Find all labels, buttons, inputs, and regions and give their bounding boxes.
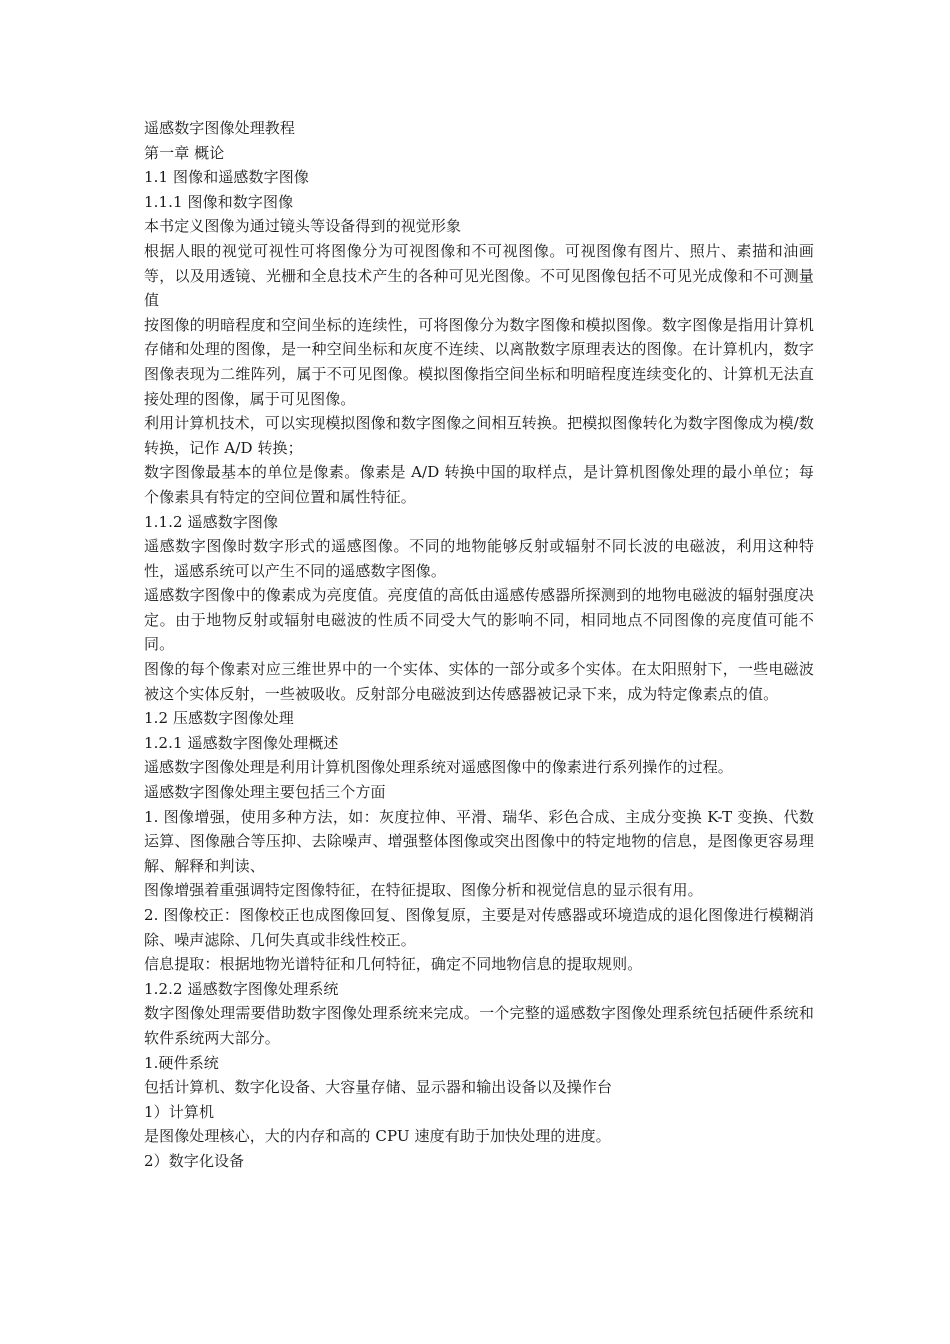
subheading-hardware: 1.硬件系统 <box>144 1053 219 1072</box>
paragraph: 2. 图像校正：图像校正也成图像回复、图像复原，主要是对传感器或环境造成的退化图像进行模糊消除、噪声滤除、几何失真或非线性校正。 <box>144 906 814 949</box>
section-heading-1-2-2: 1.2.2 遥感数字图像处理系统 <box>144 979 339 998</box>
paragraph: 1. 图像增强，使用多种方法，如：灰度拉伸、平滑、瑞华、彩色合成、主成分变换 K-T 变换、代数运算、图像融合等压抑、去除噪声、增强整体图像或突出图像中的特定地物的信息，是图像更容易理解、解释和判读、 <box>144 807 814 875</box>
paragraph: 按图像的明暗程度和空间坐标的连续性，可将图像分为数字图像和模拟图像。数字图像是指用计算机存储和处理的图像，是一种空间坐标和灰度不连续、以离散数字原理表达的图像。在计算机内，数字图像表现为二维阵列，属于不可见图像。模拟图像指空间坐标和明暗程度连续变化的、计算机无法直接处理的图像，属于可见图像。 <box>144 315 814 408</box>
section-heading-1-2-1: 1.2.1 遥感数字图像处理概述 <box>144 733 339 752</box>
paragraph: 图像的每个像素对应三维世界中的一个实体、实体的一部分或多个实体。在太阳照射下，一些电磁波被这个实体反射，一些被吸收。反射部分电磁波到达传感器被记录下来，成为特定像素点的值。 <box>144 660 814 703</box>
paragraph: 信息提取：根据地物光谱特征和几何特征，确定不同地物信息的提取规则。 <box>144 955 643 974</box>
paragraph: 遥感数字图像中的像素成为亮度值。亮度值的高低由遥感传感器所探测到的地物电磁波的辐射强度决定。由于地物反射或辐射电磁波的性质不同受大气的影响不同，相同地点不同图像的亮度值可能不同。 <box>144 586 814 654</box>
section-heading-1-1: 1.1 图像和遥感数字图像 <box>144 168 309 187</box>
paragraph: 遥感数字图像处理是利用计算机图像处理系统对遥感图像中的像素进行系列操作的过程。 <box>144 758 733 777</box>
section-heading-1-1-1: 1.1.1 图像和数字图像 <box>144 192 294 211</box>
section-heading-1-2: 1.2 压感数字图像处理 <box>144 709 294 728</box>
list-item: 2）数字化设备 <box>144 1151 245 1170</box>
paragraph: 包括计算机、数字化设备、大容量存储、显示器和输出设备以及操作台 <box>144 1078 613 1097</box>
document-title: 遥感数字图像处理教程 <box>144 119 296 137</box>
paragraph: 遥感数字图像时数字形式的遥感图像。不同的地物能够反射或辐射不同长波的电磁波，利用这种特性，遥感系统可以产生不同的遥感数字图像。 <box>144 537 814 580</box>
paragraph: 数字图像处理需要借助数字图像处理系统来完成。一个完整的遥感数字图像处理系统包括硬件系统和软件系统两大部分。 <box>144 1004 814 1047</box>
document-page <box>144 116 814 1174</box>
paragraph: 根据人眼的视觉可视性可将图像分为可视图像和不可视图像。可视图像有图片、照片、素描和油画等，以及用透镜、光栅和全息技术产生的各种可见光图像。不可见图像包括不可见光成像和不可测量值 <box>144 241 814 310</box>
paragraph: 是图像处理核心，大的内存和高的 CPU 速度有助于加快处理的进度。 <box>144 1127 611 1146</box>
paragraph: 遥感数字图像处理主要包括三个方面 <box>144 783 386 802</box>
paragraph: 图像增强着重强调特定图像特征，在特征提取、图像分析和视觉信息的显示很有用。 <box>144 881 703 900</box>
paragraph: 利用计算机技术，可以实现模拟图像和数字图像之间相互转换。把模拟图像转化为数字图像成为模/数转换，记作 A/D 转换； <box>144 414 814 457</box>
paragraph: 本书定义图像为通过镜头等设备得到的视觉形象 <box>144 217 462 236</box>
list-item: 1）计算机 <box>144 1102 215 1121</box>
section-heading-1-1-2: 1.1.2 遥感数字图像 <box>144 512 279 531</box>
chapter-heading: 第一章 概论 <box>144 143 225 162</box>
paragraph: 数字图像最基本的单位是像素。像素是 A/D 转换中国的取样点，是计算机图像处理的最小单位；每个像素具有特定的空间位置和属性特征。 <box>144 463 814 506</box>
